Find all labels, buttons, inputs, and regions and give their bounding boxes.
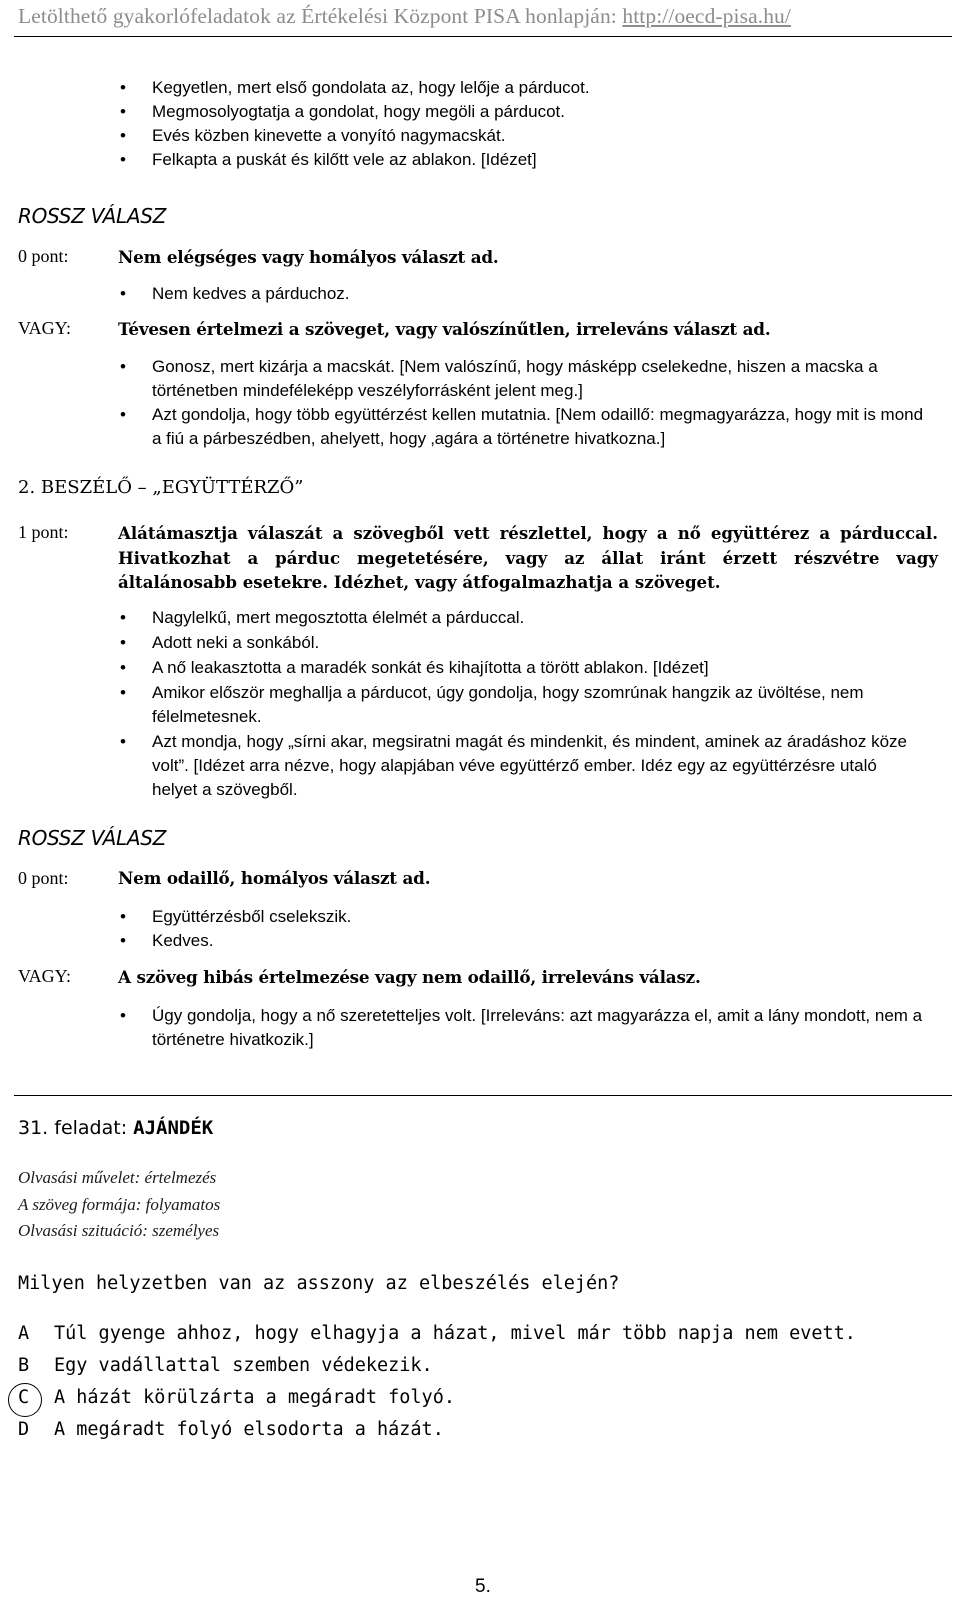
option-letter: A — [18, 1323, 30, 1344]
score-description: Alátámasztja válaszát a szövegből vett részlettel, hogy a nő együttérez a párduccal. Hivatkozhat a párduc megetetésére, vagy az állat iránt érzett részvétre vagy általánosabb esetekre. Idézhet, vagy átfogalmazhatja a szöveget. — [118, 523, 938, 592]
top-bullet-list — [118, 76, 938, 172]
bullet-list — [118, 282, 938, 306]
header-text: Letölthető gyakorlófeladatok az Értékelési Központ PISA honlapján: — [18, 4, 617, 28]
score-description: Nem elégséges vagy homályos választ ad. — [118, 247, 499, 267]
task-meta-operation: Olvasási művelet: értelmezés — [18, 1168, 217, 1187]
or-description: A szöveg hibás értelmezése vagy nem odaillő, irreleváns válasz. — [118, 967, 701, 987]
score-label: 1 pont: — [18, 522, 69, 542]
score-label: 0 pont: — [18, 246, 69, 266]
list-item: • Adott neki a sonkából. — [120, 633, 320, 652]
list-item: • A nő leakasztotta a maradék sonkát és kihajította a törött ablakon. [Idézet] — [120, 658, 709, 677]
wrong-answer-heading: ROSSZ VÁLASZ — [18, 826, 167, 850]
or-description: Tévesen értelmezi a szöveget, vagy valószínűtlen, irreleváns választ ad. — [118, 319, 771, 339]
bullet-list — [118, 606, 908, 802]
section-title: 2. BESZÉLŐ – „EGYÜTTÉRZŐ” — [18, 477, 304, 498]
option-letter: D — [18, 1419, 30, 1440]
list-item: • Nagylelkű, mert megosztotta élelmét a párduccal. — [120, 608, 525, 627]
task-name: AJÁNDÉK — [133, 1117, 214, 1139]
bullet-list — [118, 1004, 930, 1052]
task-prefix: 31. feladat: — [18, 1117, 134, 1139]
task-meta-form: A szöveg formája: folyamatos — [18, 1195, 221, 1214]
list-item: • Kedves. — [120, 931, 214, 950]
correct-answer-circle — [8, 1383, 42, 1417]
bullet-list — [118, 355, 930, 451]
list-item: • Gonosz, mert kizárja a macskát. [Nem valószínű, hogy másképp cselekedne, hiszen a macska a történetben mindeféleképp veszélyforrásként jelent meg.] — [120, 357, 878, 400]
or-label: VAGY: — [18, 966, 72, 986]
page-number: 5. — [475, 1576, 491, 1597]
option-letter: B — [18, 1355, 30, 1376]
score-label: 0 pont: — [18, 868, 69, 888]
option-letter: C — [18, 1387, 30, 1408]
score-description: Nem odaillő, homályos választ ad. — [118, 868, 431, 888]
task-title — [18, 1117, 213, 1139]
header-link[interactable]: http://oecd-pisa.hu/ — [622, 4, 791, 28]
header-divider — [14, 36, 952, 37]
option-text: Túl gyenge ahhoz, hogy elhagyja a házat, mivel már több napja nem evett. — [54, 1323, 856, 1344]
task-meta-situation: Olvasási szituáció: személyes — [18, 1221, 220, 1240]
section-divider — [14, 1095, 952, 1096]
list-item: • Úgy gondolja, hogy a nő szeretetteljes volt. [Irreleváns: azt magyarázza el, amit a lány mondott, nem a történetre hivatkozik.] — [120, 1006, 923, 1049]
wrong-answer-heading: ROSSZ VÁLASZ — [18, 204, 167, 228]
list-item: • Együttérzésből cselekszik. — [120, 907, 352, 926]
list-item: • Megmosolyogtatja a gondolat, hogy megöli a párducot. — [120, 102, 565, 121]
question-text: Milyen helyzetben van az asszony az elbeszélés elején? — [18, 1273, 620, 1294]
list-item: • Azt mondja, hogy „sírni akar, megsiratni magát és mindenkit, és mindent, aminek az áradáshoz köze volt”. [Idézet arra nézve, hogy alapjában véve együttérző ember. Idéz egy az együttérzésre utaló helyet a szövegből. — [120, 732, 907, 799]
option-text: A megáradt folyó elsodorta a házát. — [54, 1419, 444, 1440]
list-item: • Nem kedves a párduchoz. — [120, 284, 350, 303]
or-label: VAGY: — [18, 318, 72, 338]
list-item: • Amikor először meghallja a párducot, úgy gondolja, hogy szomrúnak hangzik az üvöltése, nem félelmetesnek. — [120, 683, 864, 726]
option-text: Egy vadállattal szemben védekezik. — [54, 1355, 433, 1376]
page-header — [18, 4, 791, 29]
list-item: • Evés közben kinevette a vonyító nagymacskát. — [120, 126, 506, 145]
list-item: • Kegyetlen, mert első gondolata az, hogy lelője a párducot. — [120, 78, 590, 97]
list-item: • Azt gondolja, hogy több együttérzést kellen mutatnia. [Nem odaillő: megmagyarázza, hogy mit is mond a fiú a párbeszédben, ahelyett, hogy ‚agára a történetre hivatkozna.] — [120, 405, 924, 448]
bullet-list — [118, 905, 938, 953]
option-text: A házát körülzárta a megáradt folyó. — [54, 1387, 455, 1408]
list-item: • Felkapta a puskát és kilőtt vele az ablakon. [Idézet] — [120, 150, 537, 169]
